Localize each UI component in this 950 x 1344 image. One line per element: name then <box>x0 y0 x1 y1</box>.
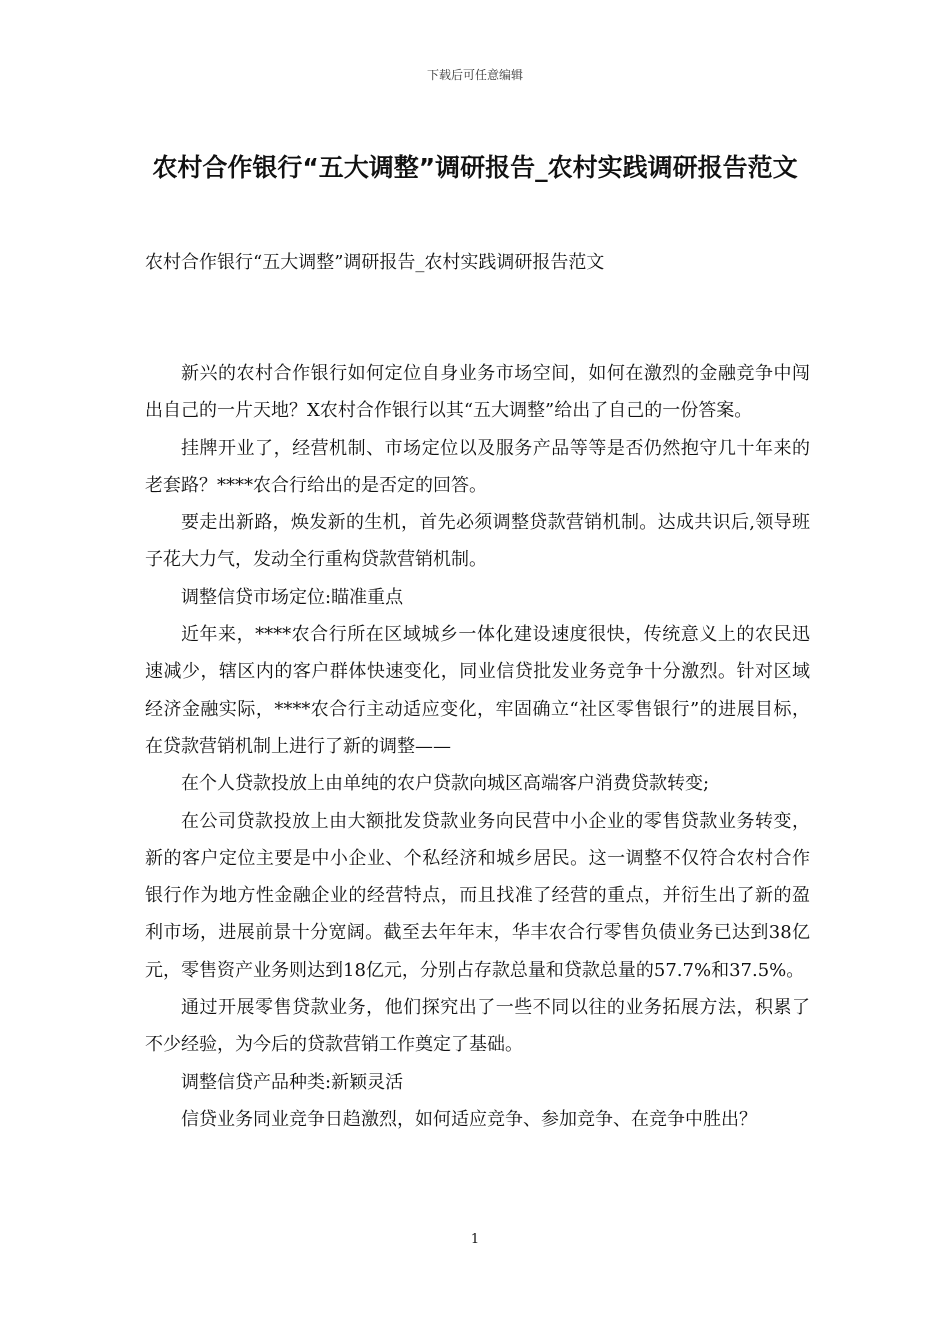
paragraph: 通过开展零售贷款业务，他们探究出了一些不同以往的业务拓展方法，积累了不少经验，为今后的贷款营销工作奠定了基础。 <box>145 997 810 1056</box>
paragraph: 要走出新路，焕发新的生机，首先必须调整贷款营销机制。达成共识后,领导班子花大力气，发动全行重构贷款营销机制。 <box>145 512 810 571</box>
paragraph: 挂牌开业了，经营机制、市场定位以及服务产品等等是否仍然抱守几十年来的老套路？****农合行给出的是否定的回答。 <box>145 437 810 496</box>
page-number: 1 <box>470 1232 480 1247</box>
section-heading: 调整信贷产品种类:新颖灵活 <box>181 1071 404 1093</box>
header-note: 下载后可任意编辑 <box>426 68 523 82</box>
paragraph: 近年来，****农合行所在区域城乡一体化建设速度很快，传统意义上的农民迅速减少，辖区内的客户群体快速变化，同业信贷批发业务竞争十分激烈。针对区域经济金融实际，****农合行主动适应变化，牢固确立“社区零售银行”的进展目标，在贷款营销机制上进行了新的调整—— <box>145 624 810 757</box>
document-title: 农村合作银行“五大调整”调研报告_农村实践调研报告范文 <box>152 153 798 182</box>
paragraph: 在个人贷款投放上由单纯的农户贷款向城区高端客户消费贷款转变; <box>181 773 710 795</box>
section-heading: 调整信贷市场定位:瞄准重点 <box>181 586 404 608</box>
document-subtitle: 农村合作银行“五大调整”调研报告_农村实践调研报告范文 <box>145 252 605 273</box>
paragraph: 在公司贷款投放上由大额批发贷款业务向民营中小企业的零售贷款业务转变，新的客户定位主要是中小企业、个私经济和城乡居民。这一调整不仅符合农村合作银行作为地方性金融企业的经营特点，而且找准了经营的重点，并衍生出了新的盈利市场，进展前景十分宽阔。截至去年年末，华丰农合行零售负债业务已达到38亿元，零售资产业务则达到18亿元，分别占存款总量和贷款总量的57.7%和37.5%。 <box>145 810 810 981</box>
paragraph: 信贷业务同业竞争日趋激烈，如何适应竞争、参加竞争、在竞争中胜出？ <box>181 1108 757 1130</box>
document-body <box>145 355 810 1138</box>
paragraph: 新兴的农村合作银行如何定位自身业务市场空间，如何在激烈的金融竞争中闯出自己的一片天地？X农村合作银行以其“五大调整”给出了自己的一份答案。 <box>145 363 810 422</box>
